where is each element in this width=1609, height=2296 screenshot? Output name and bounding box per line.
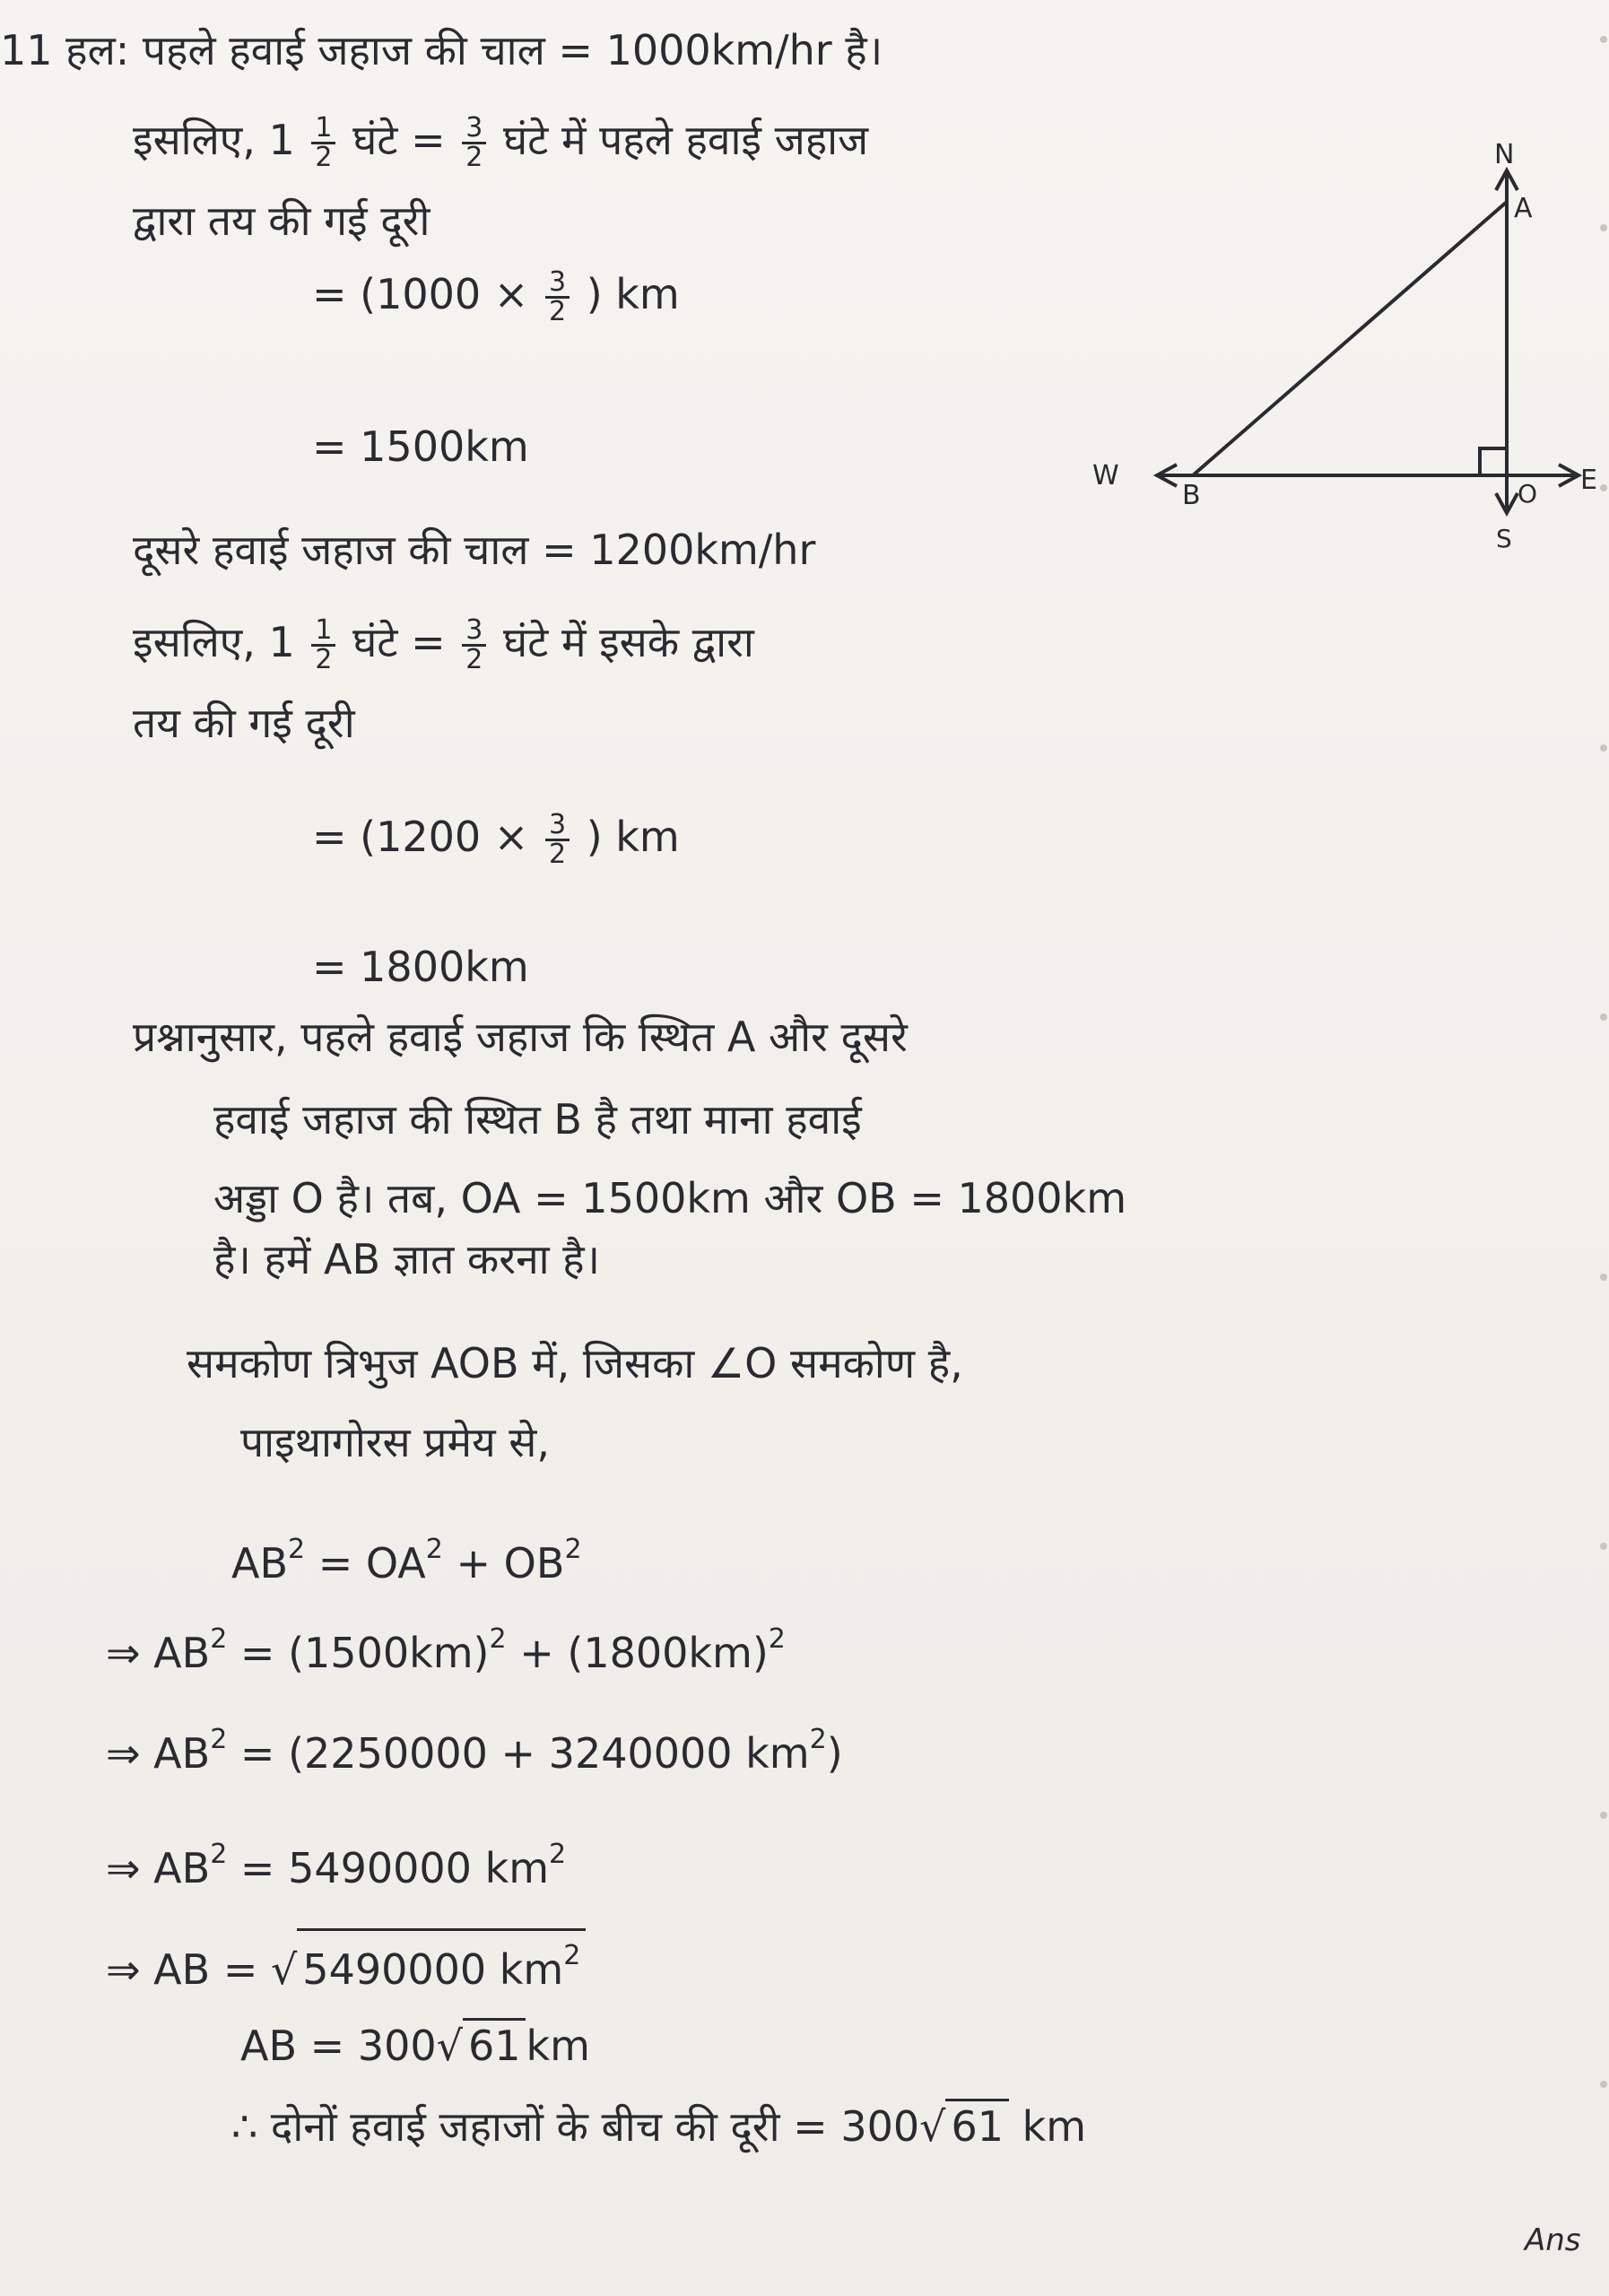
fraction-three-halves: $\frac{3}{2}$ <box>545 812 570 868</box>
text-segment: AB = 300 <box>240 2022 437 2070</box>
binder-hole <box>1600 1812 1607 1819</box>
binder-hole <box>1600 224 1607 231</box>
fraction-one-half: $\frac{1}{2}$ <box>311 617 335 674</box>
label-a: A <box>1514 193 1533 224</box>
superscript: 2 <box>210 1724 228 1755</box>
superscript: 2 <box>288 1534 306 1565</box>
fraction-three-halves: $\frac{3}{2}$ <box>462 617 486 674</box>
binder-holes <box>1598 0 1609 2296</box>
superscript: 2 <box>564 1534 582 1565</box>
line-equation-6 <box>240 2018 590 2071</box>
text-segment: = (1500km) <box>227 1629 490 1677</box>
hypotenuse-ab <box>1193 202 1507 475</box>
line-find-ab: है। हमें AB ज्ञात करना है। <box>213 1235 600 1283</box>
line-distance-calc-1 <box>312 266 680 327</box>
superscript: 2 <box>210 1839 228 1870</box>
line-according-question: प्रश्नानुसार, पहले हवाई जहाज कि स्थित A और दूसरे <box>133 1013 908 1061</box>
text-segment: ⇒ AB <box>106 1844 211 1892</box>
sqrt-symbol: √ <box>919 2102 946 2151</box>
sqrt-radicand: 61 <box>463 2018 526 2071</box>
binder-hole <box>1600 484 1607 491</box>
text-segment: घंटे = <box>352 618 459 666</box>
text-segment: ∴ दोनों हवाई जहाजों के बीच की दूरी = 300 <box>231 2102 920 2151</box>
label-o: O <box>1518 479 1538 509</box>
text-segment: + (1800km) <box>506 1629 769 1677</box>
label-n: N <box>1494 139 1515 170</box>
label-b: B <box>1182 480 1201 511</box>
line-position-b: हवाई जहाज की स्थित B है तथा माना हवाई <box>213 1095 862 1144</box>
text-segment: km <box>526 2022 590 2070</box>
text-segment: + OB <box>442 1539 565 1587</box>
text-segment: ) km <box>586 270 680 318</box>
text-segment: घंटे = <box>352 116 459 164</box>
text-segment: = (2250000 + 3240000 km <box>227 1729 810 1778</box>
label-s: S <box>1496 524 1512 553</box>
superscript: 2 <box>563 1940 581 1971</box>
text-segment: ⇒ AB <box>106 1729 211 1778</box>
line-speed-first-plane: 11 हल: पहले हवाई जहाज की चाल = 1000km/hr है। <box>0 26 883 74</box>
superscript: 2 <box>768 1623 786 1655</box>
answer-signature: Ans <box>1525 2222 1581 2258</box>
line-speed-second-plane: दूसरे हवाई जहाज की चाल = 1200km/hr <box>133 526 816 574</box>
line-equation-3 <box>106 1715 843 1779</box>
text-segment: ⇒ AB = <box>106 1945 271 1994</box>
binder-hole <box>1600 1274 1607 1281</box>
right-angle-mark <box>1480 448 1507 475</box>
sqrt-symbol: √ <box>270 1945 298 1994</box>
line-distance-label-1: द्वारा तय की गई दूरी <box>133 196 431 245</box>
fraction-three-halves: $\frac{3}{2}$ <box>545 269 570 326</box>
fraction-three-halves: $\frac{3}{2}$ <box>462 115 486 171</box>
superscript: 2 <box>809 1724 827 1755</box>
sqrt-radicand: 61 <box>945 2099 1009 2152</box>
text-segment: AB <box>231 1539 289 1587</box>
direction-triangle-diagram <box>1076 135 1609 583</box>
line-equation-2 <box>106 1614 786 1678</box>
label-w: W <box>1092 460 1119 491</box>
line-distance-result-2: = 1800km <box>312 943 529 991</box>
text-segment: = 5490000 km <box>227 1844 550 1892</box>
text-segment: = (1200 × <box>312 813 529 861</box>
line-pythagoras: पाइथागोरस प्रमेय से, <box>240 1418 550 1466</box>
line-distance-label-2: तय की गई दूरी <box>133 699 355 747</box>
superscript: 2 <box>210 1623 228 1655</box>
superscript: 2 <box>549 1839 567 1870</box>
line-equation-5 <box>106 1928 586 1995</box>
line-equation-1 <box>231 1525 582 1588</box>
binder-hole <box>1600 1013 1607 1021</box>
text-segment: घंटे में पहले हवाई जहाज <box>502 116 869 164</box>
text-segment: = OA <box>305 1539 426 1587</box>
text-segment: इसलिए, 1 <box>133 618 295 666</box>
binder-hole <box>1600 2081 1607 2088</box>
text-segment: 5490000 km <box>302 1945 564 1994</box>
superscript: 2 <box>425 1534 443 1565</box>
text-segment: इसलिए, 1 <box>133 116 295 164</box>
sqrt-symbol: √ <box>436 2022 463 2070</box>
line-therefore-time-2 <box>133 614 754 675</box>
binder-hole <box>1600 744 1607 752</box>
text-segment: ) <box>826 1729 843 1778</box>
binder-hole <box>1600 1543 1607 1550</box>
line-conclusion <box>231 2099 1086 2152</box>
binder-hole <box>1600 36 1607 43</box>
sqrt-radicand <box>297 1928 586 1995</box>
line-airport-o: अड्डा O है। तब, OA = 1500km और OB = 1800km <box>213 1174 1127 1222</box>
label-e: E <box>1580 465 1597 496</box>
line-equation-4 <box>106 1830 566 1893</box>
line-right-triangle: समकोण त्रिभुज AOB में, जिसका ∠O समकोण है, <box>187 1339 963 1387</box>
text-segment: घंटे में इसके द्वारा <box>502 618 754 666</box>
superscript: 2 <box>489 1623 507 1655</box>
fraction-one-half: $\frac{1}{2}$ <box>311 115 335 171</box>
line-therefore-time-1 <box>133 112 869 173</box>
text-segment: km <box>1009 2102 1087 2151</box>
line-distance-result-1: = 1500km <box>312 422 529 471</box>
text-segment: ) km <box>586 813 680 861</box>
text-segment: ⇒ AB <box>106 1629 211 1677</box>
text-segment: = (1000 × <box>312 270 529 318</box>
line-distance-calc-2 <box>312 809 680 870</box>
